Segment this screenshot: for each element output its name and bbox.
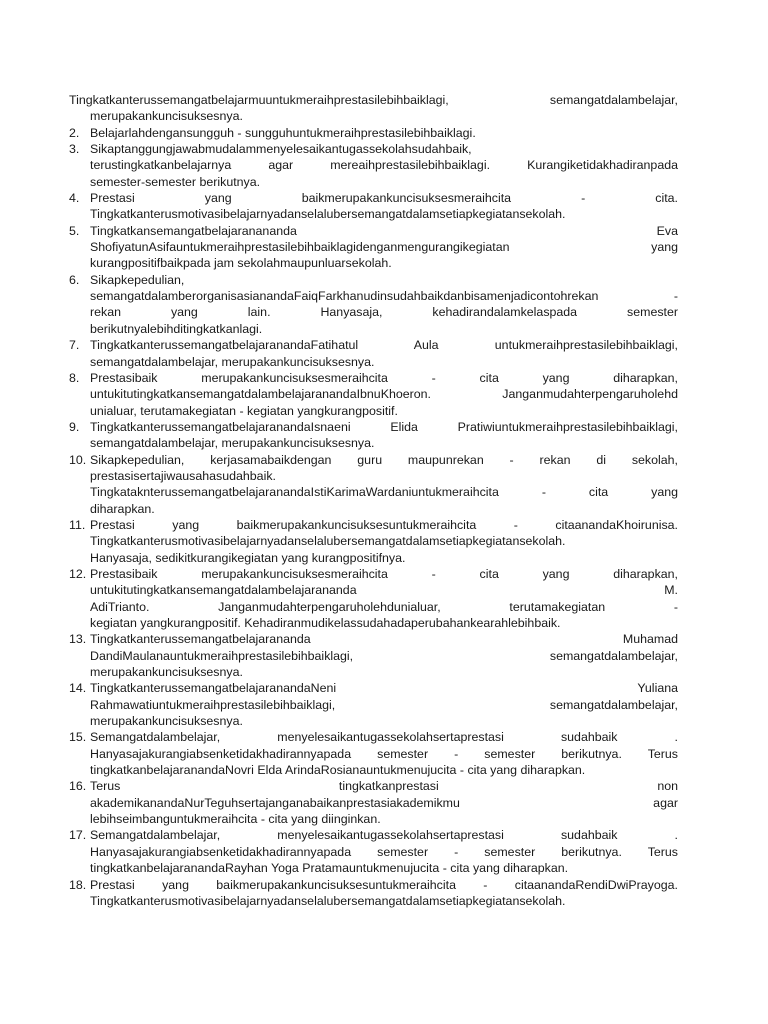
list-item-text xyxy=(90,517,678,566)
list-item-text xyxy=(90,680,678,729)
text-line: Hanyasajakurangiabsenketidakhadirannyapada semester - semester berikutnya. Terus xyxy=(90,746,678,761)
text-line: Sikapkepedulian, kerjasamabaikdengan guru maupunrekan - rekan di sekolah, xyxy=(90,452,678,467)
list-item xyxy=(69,631,678,680)
list-item-text xyxy=(90,272,678,337)
text-line: Semangatdalambelajar, menyelesaikantugassekolahsertaprestasi sudahbaik . xyxy=(90,828,678,843)
text-line: Tingkatkanterusmotivasibelajarnyadanselalubersemangatdalamsetiapkegiatansekolah. xyxy=(90,207,566,222)
list-item-number: 2. xyxy=(69,125,80,140)
list-item-text xyxy=(90,778,678,827)
text-line: Tingkatkanterusmotivasibelajarnyadanselalubersemangatdalamsetiapkegiatansekolah. xyxy=(90,534,566,549)
text-line: AdiTrianto. Janganmudahterpengaruholehdunialuar, terutamakegiatan - xyxy=(90,599,678,614)
text-line: Prestasi yang baikmerupakankuncisuksesmeraihcita - cita. xyxy=(90,191,678,206)
text-line: unialuar, terutamakegiatan - kegiatan yangkurangpositif. xyxy=(90,403,398,418)
text-line: Sikaptanggungjawabmudalammenyelesaikantugassekolahsudahbaik, xyxy=(90,142,472,157)
text-line: semangatdalambelajar, merupakankuncisuksesnya. xyxy=(90,354,375,369)
text-line: untukitutingkatkansemangatdalambelajaranandaIbnuKhoeron. Janganmudahterpengaruholehd xyxy=(90,387,678,402)
text-line: TingkataknterussemangatbelajaranandaIstiKarimaWardaniuntukmeraihcita - cita yang xyxy=(90,485,678,500)
list-item-text xyxy=(90,337,678,370)
list-item xyxy=(69,877,678,910)
list-item-text xyxy=(90,190,678,223)
list-item xyxy=(69,729,678,778)
list-item-number: 6. xyxy=(69,272,80,287)
text-line: TingkatkanterussemangatbelajaranandaIsnaeni Elida Pratiwiuntukmeraihprestasilebihbaiklagi, xyxy=(90,419,678,434)
list-item-text xyxy=(90,827,678,876)
text-line: merupakankuncisuksesnya. xyxy=(90,665,243,680)
text-line: merupakankuncisuksesnya. xyxy=(90,109,243,124)
list-item-number: 7. xyxy=(69,338,80,353)
list-item xyxy=(69,272,678,337)
list-item-number: 11. xyxy=(69,517,86,532)
list-item-text xyxy=(90,419,678,452)
document-body xyxy=(69,92,678,909)
text-line: prestasisertajiwausahasudahbaik. xyxy=(90,468,276,483)
list-item xyxy=(69,778,678,827)
list-item xyxy=(69,566,678,631)
list-item xyxy=(69,141,678,190)
text-line: TingkatkanterussemangatbelajaranandaNeni Yuliana xyxy=(90,681,678,696)
text-line: Sikapkepedulian, xyxy=(90,272,185,287)
list-item-text xyxy=(90,566,678,631)
list-item xyxy=(69,680,678,729)
list-item-number: 3. xyxy=(69,142,80,157)
text-line: untukitutingkatkansemangatdalambelajarananda M. xyxy=(90,583,678,598)
text-line: Tingkatkanterussemangatbelajarananda Muhamad xyxy=(90,632,678,647)
text-line: semester-semester berikutnya. xyxy=(90,174,261,189)
list-item xyxy=(69,370,678,419)
text-line: tingkatkanbelajaranandaRayhan Yoga Pratamauntukmenujucita - cita yang diharapkan. xyxy=(90,861,569,876)
list-item-number: 13. xyxy=(69,632,87,647)
text-line: merupakankuncisuksesnya. xyxy=(90,714,243,729)
list-item-number: 18. xyxy=(69,877,87,892)
list-item-number: 9. xyxy=(69,419,80,434)
list-item-number: 5. xyxy=(69,223,80,238)
text-line: Tingkatkansemangatbelajaranananda Eva xyxy=(90,223,678,238)
text-line: tingkatkanbelajaranandaNovri Elda ArindaRosianauntukmenujucita - cita yang diharapkan. xyxy=(90,763,586,778)
text-line: Prestasi yang baikmerupakankuncisuksesuntukmeraihcita - citaanandaKhoirunisa. xyxy=(90,517,678,532)
text-line: terustingkatkanbelajarnya agar mereaihprestasilebihbaiklagi. Kurangiketidakhadiranpada xyxy=(90,158,678,173)
list-item-number: 4. xyxy=(69,191,80,206)
text-line: lebihseimbanguntukmeraihcita - cita yang diinginkan. xyxy=(90,812,381,827)
text-line: DandiMaulanauntukmeraihprestasilebihbaiklagi, semangatdalambelajar, xyxy=(90,648,678,663)
text-line: Rahmawatiuntukmeraihprestasilebihbaiklagi, semangatdalambelajar, xyxy=(90,697,678,712)
lead-paragraph xyxy=(69,92,678,125)
list-item xyxy=(69,190,678,223)
list-item xyxy=(69,223,678,272)
list-item-number: 12. xyxy=(69,566,87,581)
text-line: kurangpositifbaikpada jam sekolahmaupunluarsekolah. xyxy=(90,256,392,271)
list-item-number: 8. xyxy=(69,370,80,385)
list-item xyxy=(69,452,678,517)
text-line: Semangatdalambelajar, menyelesaikantugassekolahsertaprestasi sudahbaik . xyxy=(90,730,678,745)
list-item-number: 15. xyxy=(69,730,87,745)
list-item-text xyxy=(90,370,678,419)
text-line: kegiatan yangkurangpositif. Kehadiranmudikelassudahadaperubahankearahlebihbaik. xyxy=(90,616,561,630)
text-line: Prestasibaik merupakankuncisuksesmeraihcita - cita yang diharapkan, xyxy=(90,566,678,581)
list-item-text xyxy=(90,729,678,778)
text-line: ShofiyatunAsifauntukmeraihprestasilebihbaiklagidenganmengurangikegiatan yang xyxy=(90,240,678,255)
text-line: Terus tingkatkanprestasi non xyxy=(90,779,678,794)
list-item-number: 17. xyxy=(69,828,87,843)
list-item-text xyxy=(90,125,678,141)
list-item-text xyxy=(90,631,678,680)
list-item-text xyxy=(90,877,678,910)
list-item xyxy=(69,517,678,566)
text-line: rekan yang lain. Hanyasaja, kehadirandalamkelaspada semester xyxy=(90,305,678,320)
list-item-text xyxy=(90,141,678,190)
text-line: TingkatkanterussemangatbelajaranandaFatihatul Aula untukmeraihprestasilebihbaiklagi, xyxy=(90,338,678,353)
text-line: semangatdalamberorganisasianandaFaiqFarkhanudinsudahbaikdanbisamenjadicontohrekan - xyxy=(90,289,678,304)
text-line: diharapkan. xyxy=(90,501,155,516)
paragraph-text xyxy=(69,92,678,125)
list-item xyxy=(69,337,678,370)
text-line: berikutnyalebihditingkatkanlagi. xyxy=(90,321,263,336)
list-item-number: 16. xyxy=(69,779,87,794)
list-item xyxy=(69,827,678,876)
text-line: Tingkatkanterusmotivasibelajarnyadanselalubersemangatdalamsetiapkegiatansekolah. xyxy=(90,893,566,908)
list-item-number: 10. xyxy=(69,452,87,467)
list-item-number: 14. xyxy=(69,681,87,696)
text-line: Prestasibaik merupakankuncisuksesmeraihcita - cita yang diharapkan, xyxy=(90,370,678,385)
text-line: Hanyasaja, sedikitkurangikegiatan yang kurangpositifnya. xyxy=(90,550,406,565)
list-item-text xyxy=(90,223,678,272)
text-line: Tingkatkanterussemangatbelajarmuuntukmeraihprestasilebihbaiklagi, semangatdalambelajar, xyxy=(69,93,678,107)
text-line: Prestasi yang baikmerupakankuncisuksesuntukmeraihcita - citaanandaRendiDwiPrayoga. xyxy=(90,877,678,892)
text-line: Hanyasajakurangiabsenketidakhadirannyapada semester - semester berikutnya. Terus xyxy=(90,844,678,859)
list-item-text xyxy=(90,452,678,517)
text-line: semangatdalambelajar, merupakankuncisuksesnya. xyxy=(90,436,375,451)
list-item xyxy=(69,419,678,452)
text-line: Belajarlahdengansungguh - sungguhuntukmeraihprestasilebihbaiklagi. xyxy=(90,125,476,140)
text-line: akademikanandaNurTeguhsertajanganabaikanprestasiakademikmu agar xyxy=(90,795,678,810)
list-item xyxy=(69,125,678,141)
